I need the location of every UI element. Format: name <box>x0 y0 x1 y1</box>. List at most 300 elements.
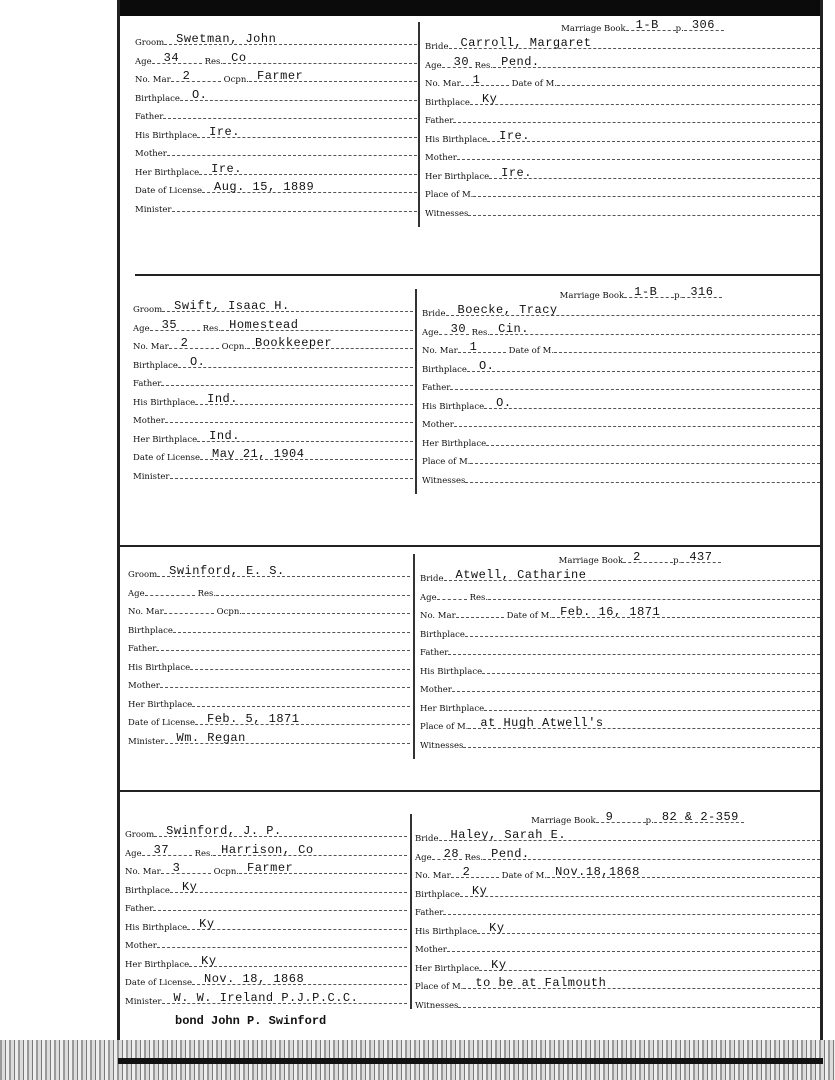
field-label: Minister <box>133 471 170 482</box>
bride-column <box>415 808 820 1011</box>
field-value-line <box>446 303 821 317</box>
field-value-line <box>444 568 821 582</box>
field-witnesses <box>415 993 820 1011</box>
scan-edge-top <box>118 0 823 16</box>
field-value: 2 <box>462 865 471 879</box>
field-label: Place of M. <box>415 982 464 992</box>
field-value: Swinford, E. S. <box>169 564 285 578</box>
field-label: Age <box>128 588 145 599</box>
field-bride <box>420 566 820 584</box>
field-value: 3 <box>172 861 181 875</box>
field-value-line <box>190 669 410 670</box>
field-label: Father <box>135 112 164 122</box>
field-value-line <box>477 920 820 935</box>
field-value: Harrison, Co <box>221 842 314 857</box>
field-value-line <box>451 865 499 879</box>
field-label: Birthplace <box>422 364 467 375</box>
field-minister <box>125 989 407 1007</box>
field-label: His Birthplace <box>425 134 488 145</box>
scan-edge-right <box>820 0 823 1060</box>
field-value-line <box>557 85 820 86</box>
field-value-line <box>157 564 410 578</box>
field-value: 34 <box>163 50 180 65</box>
marriage-book-number <box>623 550 673 564</box>
field-value-line <box>192 706 410 707</box>
field-label: His Birthplace <box>133 397 196 408</box>
field-label: His Birthplace <box>415 926 478 937</box>
field-value-line <box>157 947 407 948</box>
field-label: Mother <box>128 681 160 691</box>
field-value-line <box>554 352 820 353</box>
field-no-mar <box>125 859 407 877</box>
field-label: Bride <box>425 42 449 52</box>
field-birthplace <box>125 878 407 896</box>
marriage-book <box>465 16 820 34</box>
field-label: Her Birthplace <box>135 167 200 178</box>
field-value: to be at Falmouth <box>475 976 607 990</box>
field-date-of-license <box>133 445 413 463</box>
field-value-line <box>437 599 467 600</box>
field-label: Date of License <box>125 978 193 988</box>
groom-column <box>135 30 417 225</box>
field-witnesses <box>425 201 820 219</box>
field-label: Birthplace <box>125 885 170 896</box>
field-age <box>125 841 407 859</box>
field-place-of-m <box>422 449 820 467</box>
field-value-line <box>468 716 820 730</box>
field-label: No. Mar <box>415 871 451 881</box>
field-value-line <box>239 861 407 875</box>
field-value-line <box>171 69 221 83</box>
field-value-line <box>456 617 504 618</box>
field-value: 30 <box>450 321 467 336</box>
field-value: Ire. <box>499 128 530 143</box>
field-value: Swift, Isaac H. <box>174 299 290 313</box>
field-label: His Birthplace <box>420 666 483 677</box>
field-mother <box>420 677 820 695</box>
field-value: Co <box>231 50 247 65</box>
field-value: Ind. <box>209 428 240 443</box>
field-age <box>425 53 820 71</box>
field-label: His Birthplace <box>135 130 198 141</box>
field-groom <box>128 562 410 580</box>
field-date-of-license <box>135 178 417 196</box>
field-value: Ind. <box>207 391 238 406</box>
field-value-line <box>458 1007 820 1008</box>
page-number <box>682 285 722 299</box>
field-value: Bookkeeper <box>255 336 333 350</box>
field-value: May 21, 1904 <box>212 447 305 461</box>
field-value-line <box>458 340 506 354</box>
marriage-book-label: Marriage Book <box>558 556 624 566</box>
field-value-line <box>432 846 462 861</box>
field-label: Her Birthplace <box>128 699 193 710</box>
field-value-line <box>192 972 407 986</box>
field-label: Father <box>128 644 157 654</box>
field-value: Ky <box>489 920 505 935</box>
field-value: 1 <box>469 340 478 354</box>
field-value: Nov. 18, 1868 <box>204 972 305 986</box>
field-value-line <box>484 710 820 711</box>
field-value-line <box>457 159 820 160</box>
field-label: Place of M. <box>420 722 469 732</box>
field-label: His Birthplace <box>125 922 188 933</box>
field-age <box>415 845 820 863</box>
field-value-line <box>463 747 820 748</box>
field-father <box>420 640 820 658</box>
field-value: W. W. Ireland P.J.P.C.C. <box>173 990 359 1005</box>
field-label: Mother <box>422 420 454 430</box>
field-value-line <box>465 482 820 483</box>
field-value: 316 <box>690 285 714 299</box>
marriage-book-label: Marriage Book <box>531 816 596 826</box>
field-label: Mother <box>415 945 447 955</box>
field-label: His Birthplace <box>128 662 191 673</box>
marriage-book <box>455 808 820 826</box>
field-label: No. Mar <box>135 75 171 85</box>
field-label: Mother <box>135 149 167 159</box>
field-his-birthplace <box>415 919 820 937</box>
field-label: Her Birthplace <box>425 171 490 182</box>
page-label: p. <box>675 24 684 34</box>
field-her-birthplace <box>422 431 820 449</box>
field-date-of-license <box>125 970 407 988</box>
field-minister <box>135 197 417 215</box>
field-value-line <box>443 914 820 915</box>
field-label: Bride <box>415 834 439 844</box>
field-value-line <box>221 317 413 332</box>
page-label: p. <box>673 556 682 566</box>
field-date-of-license <box>128 710 410 728</box>
field-no-mar <box>135 67 417 85</box>
card-separator <box>120 790 820 792</box>
page-number <box>684 18 724 32</box>
field-label: Birthplace <box>425 97 470 108</box>
field-value: Cin. <box>498 321 529 336</box>
field-value-line <box>470 463 820 464</box>
field-groom <box>133 297 413 315</box>
field-birthplace <box>422 357 820 375</box>
field-no-mar <box>422 338 820 356</box>
field-value-line <box>163 118 417 119</box>
field-value: 306 <box>691 18 715 32</box>
page-number <box>681 550 721 564</box>
bond-note: bond John P. Swinford <box>175 1014 327 1028</box>
field-value-line <box>202 180 417 194</box>
field-value-line <box>486 445 820 446</box>
field-value-line <box>473 196 820 197</box>
field-no-mar <box>128 599 410 617</box>
field-birthplace <box>420 622 820 640</box>
field-mother <box>415 937 820 955</box>
field-minister <box>133 464 413 482</box>
field-label: Res. <box>464 852 484 863</box>
field-value-line <box>160 687 410 688</box>
field-his-birthplace <box>125 915 407 933</box>
field-his-birthplace <box>135 123 417 141</box>
field-value-line <box>197 428 413 443</box>
field-label: Witnesses <box>422 475 466 486</box>
field-label: Her Birthplace <box>133 434 198 445</box>
field-value-line <box>199 161 417 176</box>
field-value: Swetman, John <box>176 32 277 46</box>
field-value-line <box>479 957 820 972</box>
field-value-line <box>200 447 413 461</box>
field-value-line <box>195 391 413 406</box>
bride-column <box>422 283 820 486</box>
field-value-line <box>488 599 820 600</box>
field-mother <box>422 412 820 430</box>
field-age <box>128 581 410 599</box>
marriage-book-label: Marriage Book <box>561 24 626 34</box>
field-value: Wm. Regan <box>176 730 246 745</box>
field-his-birthplace <box>422 394 820 412</box>
field-father <box>422 375 820 393</box>
field-value: Feb. 5, 1871 <box>207 712 300 726</box>
field-value-line <box>247 336 413 350</box>
field-his-birthplace <box>425 127 820 145</box>
field-value-line <box>153 910 407 911</box>
field-value-line <box>170 478 414 479</box>
field-value-line <box>161 861 211 875</box>
field-label: Date of License <box>128 718 196 728</box>
field-value-line <box>547 865 820 879</box>
field-value: O. <box>478 358 495 373</box>
field-no-mar <box>133 334 413 352</box>
field-label: Date of M. <box>501 871 548 881</box>
field-mother <box>425 145 820 163</box>
field-label: Age <box>422 327 439 338</box>
field-value-line <box>154 824 407 838</box>
bride-column <box>425 16 820 219</box>
field-label: Birthplace <box>133 360 178 371</box>
field-label: Her Birthplace <box>422 438 487 449</box>
field-value: 30 <box>453 54 470 69</box>
field-value: 1-B <box>634 285 658 299</box>
field-label: Age <box>415 852 432 863</box>
field-value-line <box>187 916 407 931</box>
field-her-birthplace <box>415 956 820 974</box>
field-value: Ky <box>199 916 215 931</box>
field-bride <box>422 301 820 319</box>
field-label: Res. <box>202 323 222 334</box>
field-value-line <box>467 358 820 373</box>
field-value-line <box>172 211 418 212</box>
field-value-line <box>156 650 410 651</box>
field-witnesses <box>420 733 820 751</box>
field-father <box>133 371 413 389</box>
field-birthplace <box>128 618 410 636</box>
field-value: 2 <box>182 69 191 83</box>
field-label: No. Mar <box>133 342 169 352</box>
field-value-line <box>145 595 195 596</box>
groom-column <box>128 562 410 757</box>
field-label: Father <box>420 648 449 658</box>
field-label: Groom <box>128 570 158 580</box>
field-place-of-m <box>415 974 820 992</box>
field-label: Father <box>422 383 451 393</box>
field-father <box>425 108 820 126</box>
field-father <box>135 104 417 122</box>
field-value: 2 <box>180 336 189 350</box>
field-label: Minister <box>125 996 162 1007</box>
field-label: Mother <box>133 416 165 426</box>
field-value: Ky <box>491 957 507 972</box>
field-age <box>422 320 820 338</box>
field-age <box>420 585 820 603</box>
field-label: Age <box>425 60 442 71</box>
field-value-line <box>439 828 821 842</box>
field-minister <box>128 729 410 747</box>
field-label: Date of M. <box>506 611 553 621</box>
field-label: Age <box>133 323 150 334</box>
column-divider <box>415 289 417 494</box>
field-label: Her Birthplace <box>415 963 480 974</box>
field-label: Birthplace <box>128 625 173 636</box>
field-value-line <box>461 73 509 87</box>
field-label: No. Mar <box>425 79 461 89</box>
field-label: His Birthplace <box>422 401 485 412</box>
field-label: Mother <box>425 153 457 163</box>
field-age <box>135 49 417 67</box>
field-witnesses <box>422 468 820 486</box>
scan-edge-left <box>117 0 120 1060</box>
marriage-book-number <box>626 18 676 32</box>
scan-edge-bottom <box>118 1058 823 1064</box>
field-value: Ire. <box>501 165 532 180</box>
field-value: Ky <box>481 91 498 106</box>
field-label: No. Mar <box>125 867 161 877</box>
field-no-mar <box>425 71 820 89</box>
field-groom <box>135 30 417 48</box>
field-label: Res. <box>204 56 224 67</box>
column-divider <box>418 22 420 227</box>
field-value-line <box>216 595 410 596</box>
field-label: Groom <box>135 38 165 48</box>
field-value-line <box>454 426 820 427</box>
field-value-line <box>170 879 407 894</box>
field-her-birthplace <box>125 952 407 970</box>
field-label: Res. <box>197 588 217 599</box>
field-label: Witnesses <box>420 740 464 751</box>
marriage-book-number <box>624 285 674 299</box>
field-value-line <box>162 990 408 1005</box>
marriage-book-number <box>596 810 646 824</box>
field-label: No. Mar <box>128 607 164 617</box>
field-label: Minister <box>128 736 165 747</box>
field-value: Pend. <box>491 846 530 861</box>
field-label: Her Birthplace <box>125 959 190 970</box>
field-value: Aug. 15, 1889 <box>214 180 315 194</box>
field-value-line <box>195 712 410 726</box>
field-label: No. Mar <box>422 346 458 356</box>
field-value: O. <box>189 354 206 369</box>
field-place-of-m <box>420 714 820 732</box>
field-value-line <box>450 389 820 390</box>
field-label: Mother <box>125 941 157 951</box>
field-value-line <box>162 299 413 313</box>
field-value-line <box>223 50 417 65</box>
groom-column <box>125 822 407 1007</box>
field-label: Mother <box>420 685 452 695</box>
field-label: Age <box>420 592 437 603</box>
field-value-line <box>463 976 820 990</box>
field-value: O. <box>191 87 208 102</box>
card-separator <box>135 274 820 276</box>
field-birthplace <box>135 86 417 104</box>
field-value: at Hugh Atwell's <box>480 716 604 730</box>
field-label: Father <box>125 904 154 914</box>
field-father <box>125 896 407 914</box>
field-value-line <box>164 613 214 614</box>
page-number <box>654 810 744 824</box>
field-value-line <box>189 953 407 968</box>
field-age <box>133 316 413 334</box>
field-label: Bride <box>422 309 446 319</box>
field-her-birthplace <box>135 160 417 178</box>
field-his-birthplace <box>420 659 820 677</box>
bride-column <box>420 548 820 751</box>
field-father <box>128 636 410 654</box>
marriage-book <box>460 548 820 566</box>
field-value: Farmer <box>257 69 304 83</box>
field-value: Boecke, Tracy <box>457 303 558 317</box>
field-place-of-m <box>425 182 820 200</box>
field-mother <box>128 673 410 691</box>
field-value: Pend. <box>501 54 540 69</box>
marriage-book <box>462 283 820 301</box>
field-value: Ky <box>471 883 488 898</box>
field-value: Haley, Sarah E. <box>450 828 567 842</box>
groom-column <box>133 297 413 492</box>
field-value: Feb. 16, 1871 <box>560 605 661 619</box>
field-label: Groom <box>133 305 163 315</box>
field-value-line <box>150 317 200 332</box>
field-her-birthplace <box>128 692 410 710</box>
field-label: Birthplace <box>415 889 460 900</box>
field-value-line <box>142 842 192 857</box>
field-value-line <box>484 395 820 410</box>
field-value-line <box>493 54 820 69</box>
field-value: Swinford, J. P. <box>166 824 282 838</box>
field-label: Res. <box>194 848 214 859</box>
field-value: Ky <box>201 953 217 968</box>
field-his-birthplace <box>128 655 410 673</box>
field-birthplace <box>133 353 413 371</box>
field-value-line <box>165 730 411 745</box>
field-value-line <box>167 155 417 156</box>
field-mother <box>133 408 413 426</box>
field-value-line <box>197 124 417 139</box>
page-label: p. <box>645 816 654 826</box>
field-value-line <box>442 54 472 69</box>
field-value-line <box>465 636 820 637</box>
field-groom <box>125 822 407 840</box>
field-label: Date of License <box>133 453 201 463</box>
field-value-line <box>489 165 820 180</box>
field-value-line <box>242 613 410 614</box>
field-label: Her Birthplace <box>420 703 485 714</box>
field-bride <box>425 34 820 52</box>
field-value-line <box>439 321 469 336</box>
field-his-birthplace <box>133 390 413 408</box>
field-value-line <box>213 842 407 857</box>
field-value-line <box>487 128 820 143</box>
field-value-line <box>249 69 417 83</box>
field-no-mar <box>415 863 820 881</box>
field-value-line <box>452 691 820 692</box>
field-label: Minister <box>135 204 172 215</box>
